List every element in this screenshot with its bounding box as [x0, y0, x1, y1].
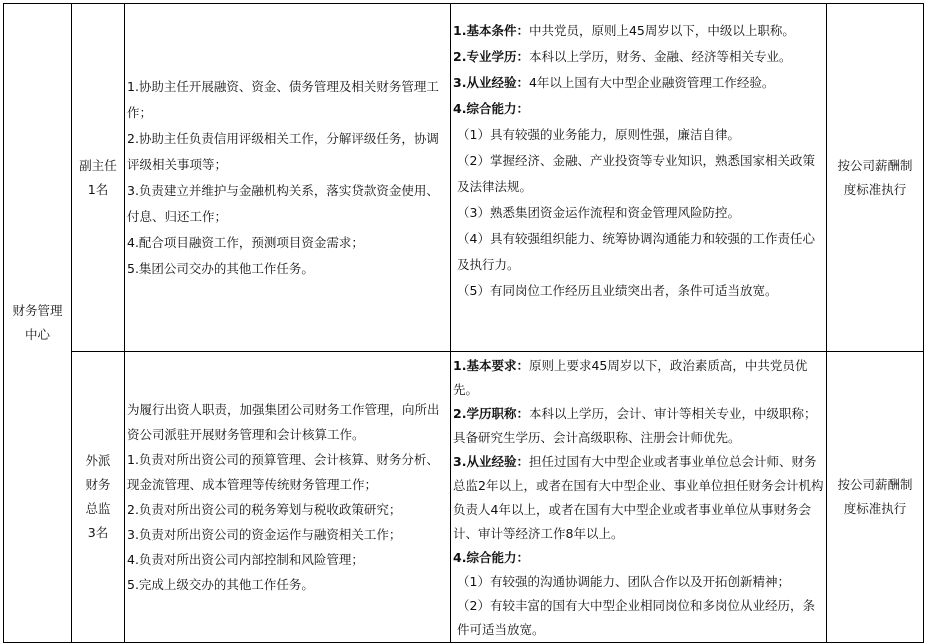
requirement-text: 担任过国有大中型企业或者事业单位总会计师、财务总监2年以上，或者在国有大中型企业、事业单位担任财务会计机构负责人4年以上，或者在国有大中型企业或者事业单位从事财务会计、审计等经济工作8年以上。 [453, 454, 824, 541]
salary-cell [827, 352, 924, 643]
ability-item: （1）具有较强的业务能力，原则性强，廉洁自律。 [457, 127, 740, 142]
duty-item: 2.负责对所出资公司的税务筹划与税收政策研究； [127, 502, 402, 517]
duties-cell [125, 4, 451, 352]
requirement-item [453, 96, 824, 122]
position-title-line: 副主任 [79, 157, 117, 173]
position-title-cell [72, 352, 125, 643]
requirement-text: 本科以上学历，会计、审计等相关专业，中级职称；具备研究生学历、会计高级职称、注册会计师优先。 [453, 406, 817, 445]
job-table [3, 3, 924, 643]
requirements-cell [451, 4, 827, 352]
table-row [4, 352, 924, 643]
ability-item: （2）掌握经济、金融、产业投资等专业知识，熟悉国家相关政策及法律法规。 [457, 153, 815, 194]
department-cell [4, 4, 72, 643]
duty-item: 3.负责建立并维护与金融机构关系，落实贷款资金使用、付息、归还工作； [127, 182, 439, 224]
ability-item: （2）有较丰富的国有大中型企业相同岗位和多岗位从业经历，条件可适当放宽。 [457, 598, 815, 637]
duty-item: 2.协助主任负责信用评级相关工作，分解评级任务，协调评级相关事项等； [127, 130, 439, 172]
position-title-line: 财务 [85, 477, 111, 492]
requirements-cell [451, 352, 827, 643]
duties-cell [125, 352, 451, 643]
requirement-item [453, 402, 824, 450]
duty-item: 1.协助主任开展融资、资金、债务管理及相关财务管理工作； [127, 78, 439, 120]
requirement-label: 3.从业经验： [453, 75, 529, 90]
requirement-item [453, 70, 824, 96]
duty-item: 4.负责对所出资公司内部控制和风险管理； [127, 552, 364, 567]
requirement-item [453, 450, 824, 546]
position-title-line: 1名 [87, 181, 109, 197]
salary-text: 按公司薪酬制度标准执行 [837, 157, 913, 197]
requirement-text: 4年以上国有大中型企业融资管理工作经验。 [528, 75, 775, 90]
position-title-line: 外派 [85, 453, 111, 468]
requirement-label: 2.学历职称： [453, 406, 529, 421]
position-title-line: 总监 [85, 501, 111, 516]
requirement-label: 1.基本要求： [453, 358, 529, 373]
ability-item: （5）有同岗位工作经历且业绩突出者，条件可适当放宽。 [457, 283, 778, 298]
duty-item: 3.负责对所出资公司的资金运作与融资相关工作； [127, 527, 402, 542]
requirement-text: 中共党员，原则上45周岁以下，中级以上职称。 [528, 23, 795, 38]
requirement-text: 原则上要求45周岁以下，政治素质高，中共党员优先。 [453, 358, 808, 397]
duty-item: 1.负责对所出资公司的预算管理、会计核算、财务分析、现金流管理、成本管理等传统财务管理工作； [127, 452, 439, 492]
requirement-label: 4.综合能力： [453, 101, 529, 116]
requirement-item [453, 354, 824, 402]
department-name: 财务管理中心 [12, 303, 63, 342]
duty-item: 4.配合项目融资工作，预测项目资金需求； [127, 234, 364, 250]
requirement-label: 1.基本条件： [453, 23, 529, 38]
duty-item: 5.集团公司交办的其他工作任务。 [127, 260, 314, 276]
duty-item: 5.完成上级交办的其他工作任务。 [127, 577, 314, 592]
position-title-cell [72, 4, 125, 352]
table-row [4, 4, 924, 352]
requirement-label: 4.综合能力： [453, 550, 529, 565]
requirement-item [453, 18, 824, 44]
requirement-label: 3.从业经验： [453, 454, 529, 469]
salary-cell [827, 4, 924, 352]
duty-item: 为履行出资人职责，加强集团公司财务工作管理，向所出资公司派驻开展财务管理和会计核算工作。 [127, 402, 440, 442]
ability-item: （1）有较强的沟通协调能力、团队合作以及开拓创新精神； [457, 574, 790, 589]
ability-item: （3）熟悉集团资金运作流程和资金管理风险防控。 [457, 205, 740, 220]
ability-item: （4）具有较强组织能力、统筹协调沟通能力和较强的工作责任心及执行力。 [457, 231, 815, 272]
requirement-item [453, 546, 824, 570]
requirement-label: 2.专业学历： [453, 49, 529, 64]
requirement-text: 本科以上学历，财务、金融、经济等相关专业。 [528, 49, 792, 64]
position-title-line: 3名 [87, 525, 109, 540]
salary-text: 按公司薪酬制度标准执行 [837, 477, 913, 516]
requirement-item [453, 44, 824, 70]
